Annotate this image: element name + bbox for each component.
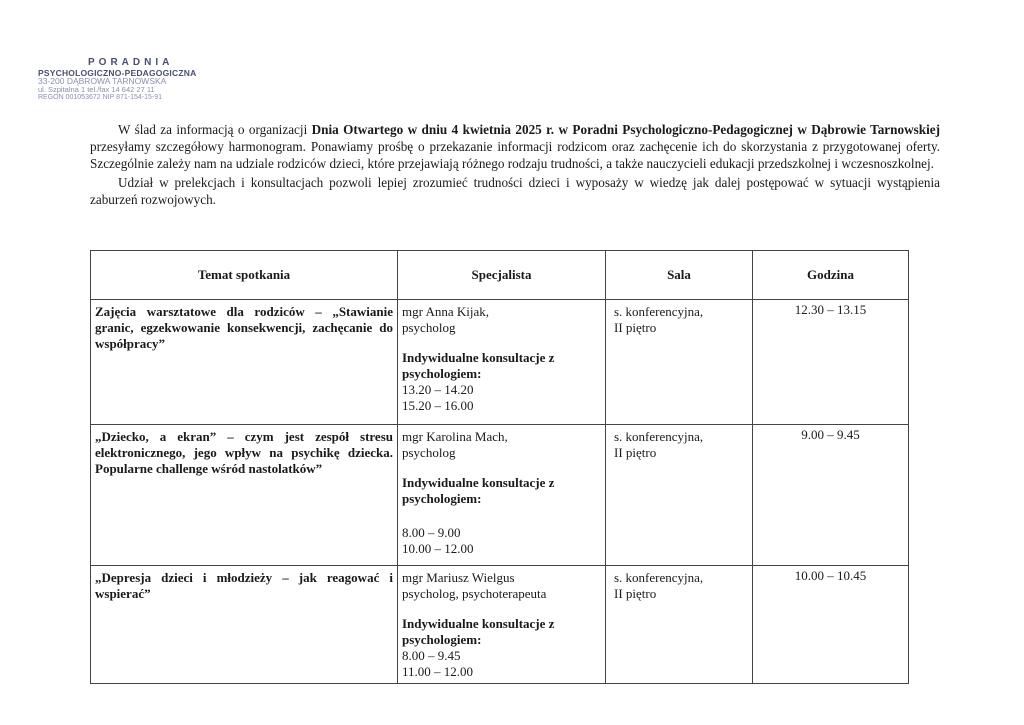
- stamp-line-2: PSYCHOLOGICZNO-PEDAGOGICZNA: [38, 67, 197, 78]
- intro-paragraph-1: [90, 121, 940, 172]
- header-specialist: Specjalista: [398, 251, 606, 300]
- consultation-slot: 8.00 – 9.00: [402, 525, 461, 540]
- consultation-label: Indywidualne konsultacje z psychologiem:: [402, 616, 555, 647]
- specialist-role: psycholog: [402, 445, 456, 460]
- room-name: s. konferencyjna,: [614, 429, 704, 444]
- intro-paragraph-2: Udział w prelekcjach i konsultacjach pozwoli lepiej zrozumieć trudności dzieci i wyposaży w wiedzę jak dalej postępować w sytuacji wystąpienia zaburzeń rozwojowych.: [90, 175, 940, 207]
- room-cell: [606, 425, 753, 566]
- consultation-slot: 8.00 – 9.45: [402, 648, 461, 663]
- specialist-name: mgr Mariusz Wielgus: [402, 570, 515, 585]
- consultation-slot: 13.20 – 14.20: [402, 382, 474, 397]
- topic-cell: „Depresja dzieci i młodzieży – jak reagować i wspierać”: [91, 566, 398, 684]
- schedule-table: [90, 250, 909, 684]
- header-room: Sala: [606, 251, 753, 300]
- specialist-name: mgr Anna Kijak,: [402, 304, 490, 319]
- table-row: [91, 425, 909, 566]
- stamp-line-1: PORADNIA: [88, 57, 174, 68]
- specialist-cell: [398, 300, 606, 425]
- specialist-cell: [398, 566, 606, 684]
- room-cell: [606, 566, 753, 684]
- consultation-label: Indywidualne konsultacje z psychologiem:: [402, 350, 555, 381]
- intro-p1-rest: przesyłamy szczegółowy harmonogram. Ponawiamy prośbę o przekazanie informacji rodzicom oraz zachęcenie ich do skorzystania z przygotowanej oferty. Szczególnie zależy nam na udziale rodziców dzieci, które przejawiają różnego rodzaju trudności, a także nauczycieli edukacji przedszkolnej i wczesnoszkolnej.: [90, 139, 940, 171]
- topic-cell: Zajęcia warsztatowe dla rodziców – „Stawianie granic, egzekwowanie konsekwencji, zachęcanie do współpracy”: [91, 300, 398, 425]
- specialist-cell: [398, 425, 606, 566]
- consultation-slot: 15.20 – 16.00: [402, 398, 474, 413]
- stamp-line-4: ul. Szpitalna 1 tel./fax 14 642 27 11: [38, 85, 155, 95]
- institution-stamp: [38, 58, 208, 102]
- stamp-line-3: 33-200 DĄBROWA TARNOWSKA: [38, 76, 167, 87]
- room-floor: II piętro: [614, 586, 657, 601]
- consultation-slot: 10.00 – 12.00: [402, 541, 474, 556]
- room-cell: [606, 300, 753, 425]
- intro-text: [90, 121, 940, 208]
- time-cell: 9.00 – 9.45: [753, 425, 909, 566]
- room-floor: II piętro: [614, 320, 657, 335]
- room-name: s. konferencyjna,: [614, 570, 704, 585]
- time-cell: 12.30 – 13.15: [753, 300, 909, 425]
- table-row: [91, 566, 909, 684]
- stamp-line-5: REGON 001053672 NIP 871-154-15-91: [38, 94, 163, 102]
- time-cell: 10.00 – 10.45: [753, 566, 909, 684]
- header-topic: Temat spotkania: [91, 251, 398, 300]
- specialist-role: psycholog: [402, 320, 456, 335]
- header-time: Godzina: [753, 251, 909, 300]
- table-header-row: [91, 251, 909, 300]
- room-floor: II piętro: [614, 445, 657, 460]
- table-row: [91, 300, 909, 425]
- specialist-role: psycholog, psychoterapeuta: [402, 586, 547, 601]
- specialist-name: mgr Karolina Mach,: [402, 429, 508, 444]
- topic-cell: „Dziecko, a ekran” – czym jest zespół stresu elektronicznego, jego wpływ na psychikę dziecka. Popularne challenge wśród nastolatków”: [91, 425, 398, 566]
- intro-p1-bold: Dnia Otwartego w dniu 4 kwietnia 2025 r. w Poradni Psychologiczno-Pedagogicznej w Dąbrowie Tarnowskiej: [311, 122, 940, 137]
- room-name: s. konferencyjna,: [614, 304, 704, 319]
- intro-p1-start: W ślad za informacją o organizacji: [118, 122, 312, 137]
- consultation-label: Indywidualne konsultacje z psychologiem:: [402, 475, 555, 506]
- consultation-slot: 11.00 – 12.00: [402, 664, 474, 679]
